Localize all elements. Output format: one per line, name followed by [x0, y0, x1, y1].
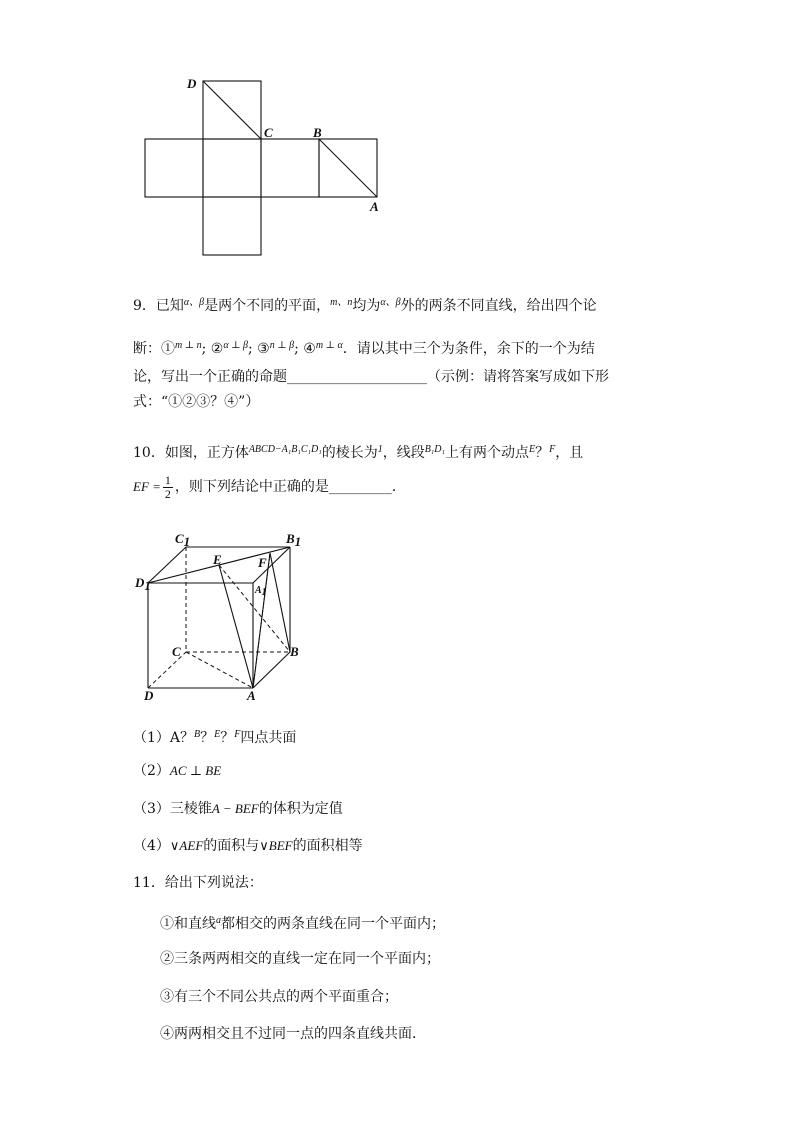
cube-label-A: A [247, 688, 256, 703]
q10-option-3: （3）三棱锥A − BEF的体积为定值 [133, 801, 343, 817]
cube-label-B1: B1 [286, 531, 302, 549]
cube-label-C1: C1 [175, 531, 191, 549]
q11-item-1: ①和直线$^a$都相交的两条直线在同一个平面内； [160, 915, 445, 932]
q11-title: 11．给出下列说法： [133, 875, 263, 891]
net-diagonal-DC [203, 81, 261, 139]
q10-option-2: （2）AC ⊥ BE [133, 763, 222, 779]
q9-line-3: 论，写出一个正确的命题____________________（示例：请将答案写成如下形 [133, 369, 609, 385]
net-square-left [145, 139, 203, 197]
q9-line-1: 9．已知$^{\alpha、\beta}$是两个不同的平面，$^{m、n}$均为$^{\alpha、\beta}$外的两条不同直线，给出四个论 [133, 297, 597, 314]
q9-line-2: 断：①$^{m \perp n}$; ②$^{\alpha \perp \beta}$; ③$^{n \perp \beta}$; ④$^{m \perp \alpha}$．请以其中三个为条件，余下的一个为结 [133, 340, 595, 357]
cube-label-A1: A1 [255, 585, 267, 598]
fraction-one-half: $\frac{1}{2}$ [164, 472, 171, 501]
cube-label-D: D [144, 688, 154, 703]
net-label-A: A [370, 199, 379, 214]
q9-line-4: 式：“①②③？④”） [133, 394, 260, 410]
cube-label-B: B [290, 644, 299, 659]
cube-label-E: E [213, 552, 222, 567]
cube-net-figure [130, 70, 400, 265]
cube-figure [130, 525, 310, 705]
q10-line-1: 10．如图，正方体$^{ABCD-A_1B_1C_1D_1}$的棱长为$^1$，线段$^{B_1D_1}$上有两个动点$^E$？$^F$，且 [133, 444, 584, 461]
cube-label-F: F [258, 555, 267, 570]
q11-item-4: ④两两相交且不过同一点的四条直线共面． [160, 1026, 426, 1042]
net-square-right1 [261, 139, 319, 197]
net-square-bottom [203, 197, 261, 255]
q10-line-2: EF = $\frac{1}{2}$ ，则下列结论中正确的是_________． [133, 472, 406, 501]
q11-item-3: ③有三个不同公共点的两个平面重合； [160, 989, 398, 1005]
net-diagonal-BA [319, 139, 377, 197]
net-label-B: B [313, 125, 322, 140]
net-label-C: C [264, 125, 273, 140]
q10-option-1: （1）A？$^B$？$^E$？$^F$四点共面 [133, 729, 297, 746]
q11-item-2: ②三条两两相交的直线一定在同一个平面内； [160, 951, 440, 967]
net-square-center [203, 139, 261, 197]
q10-option-4: （4）∨AEF的面积与∨BEF的面积相等 [133, 838, 363, 854]
cube-label-C: C [172, 644, 181, 659]
cube-label-D1: D1 [135, 575, 151, 593]
net-label-D: D [187, 76, 197, 91]
